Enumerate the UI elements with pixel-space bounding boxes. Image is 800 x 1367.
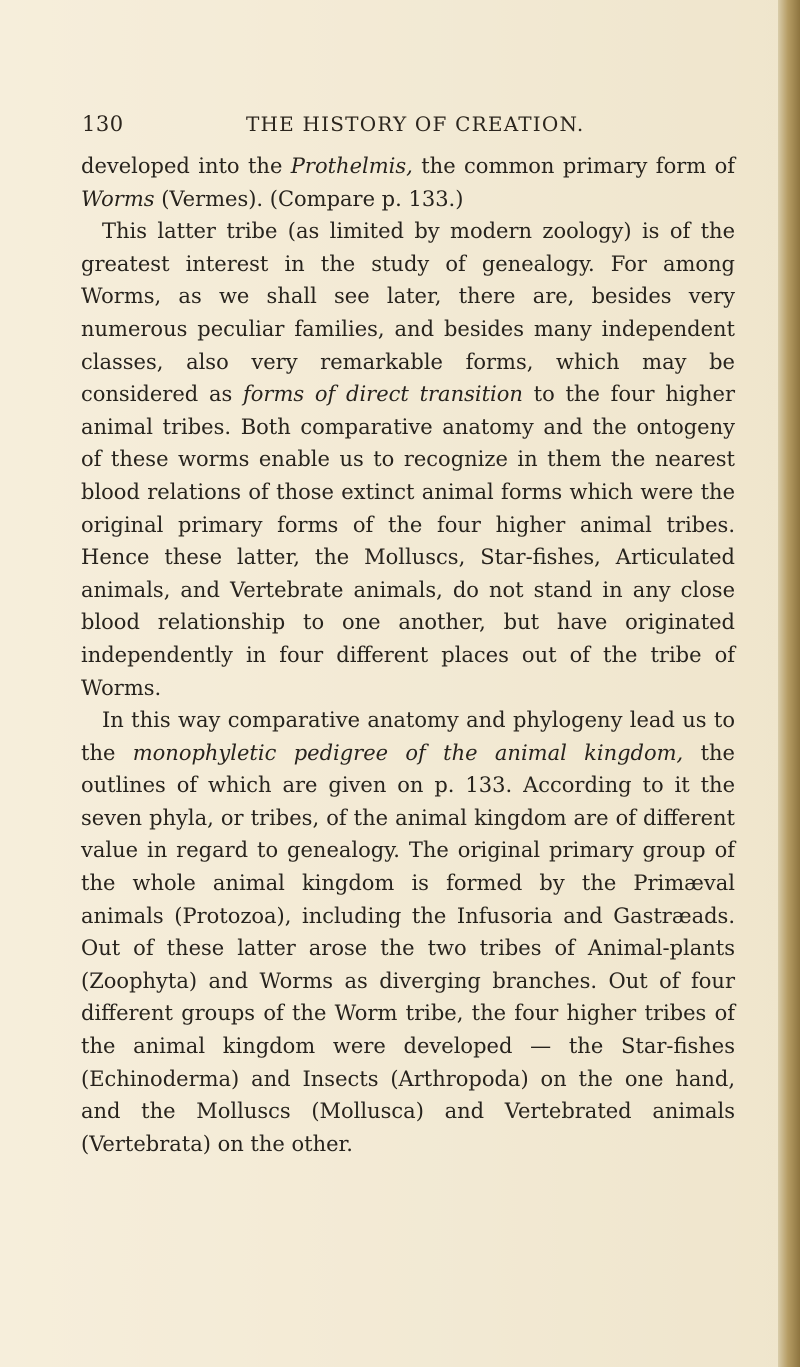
text-span: to the four higher animal tribes. Both comparative anatomy and the ontogeny of these worms enable us to recognize in them the nearest blood relations of those extinct animal forms which were the original primary forms of the four higher animal tribes. Hence these latter, the Molluscs, Star-fishes, Articulated animals, and Vertebrate animals, do not stand in any close blood relationship to one another, but have originated independently in four different places out of the tribe of Worms. — [81, 382, 735, 700]
italic-span: forms of direct transition — [242, 382, 523, 407]
text-span: the common primary form of — [412, 154, 735, 178]
paragraph-3 — [81, 704, 735, 1160]
page-number: 130 — [82, 112, 124, 136]
text-span: developed into the — [81, 154, 291, 178]
text-span: This latter tribe (as limited by modern zoology) is of the greatest interest in the study of genealogy. For among Worms, as we shall see later, there are, besides very numerous peculiar families, and besides many independent classes, also very remarkable forms, which may be considered as — [81, 219, 735, 407]
text-span: the outlines of which are given on p. 133. According to it the seven phyla, or tribes, of the animal kingdom are of different value in regard to genealogy. The original primary group of the whole animal kingdom is formed by the Primæval animals (Protozoa), including the Infusoria and Gastræads. Out of these latter arose the two tribes of Animal-plants (Zoophyta) and Worms as diverging branches. Out of four different groups of the Worm tribe, the four higher tribes of the animal kingdom were developed — the Star-fishes (Echinoderma) and Insects (Arthropoda) on the one hand, and the Molluscs (Mollusca) and Vertebrated animals (Vertebrata) on the other. — [81, 740, 735, 1156]
italic-span: Prothelmis, — [290, 154, 413, 178]
running-head: THE HISTORY OF CREATION. — [246, 112, 585, 136]
body-text — [81, 150, 735, 1160]
page-header — [82, 112, 732, 142]
paragraph-2 — [81, 215, 735, 704]
page-edge-shadow — [778, 0, 800, 1367]
italic-span: Worms — [81, 186, 155, 211]
text-span: (Vermes). (Compare p. 133.) — [154, 186, 464, 211]
paragraph-1 — [81, 150, 735, 215]
italic-span: monophyletic pedigree of the animal kingdom, — [132, 740, 684, 765]
text-span: In this way comparative anatomy and phylogeny lead us to the — [81, 708, 735, 765]
